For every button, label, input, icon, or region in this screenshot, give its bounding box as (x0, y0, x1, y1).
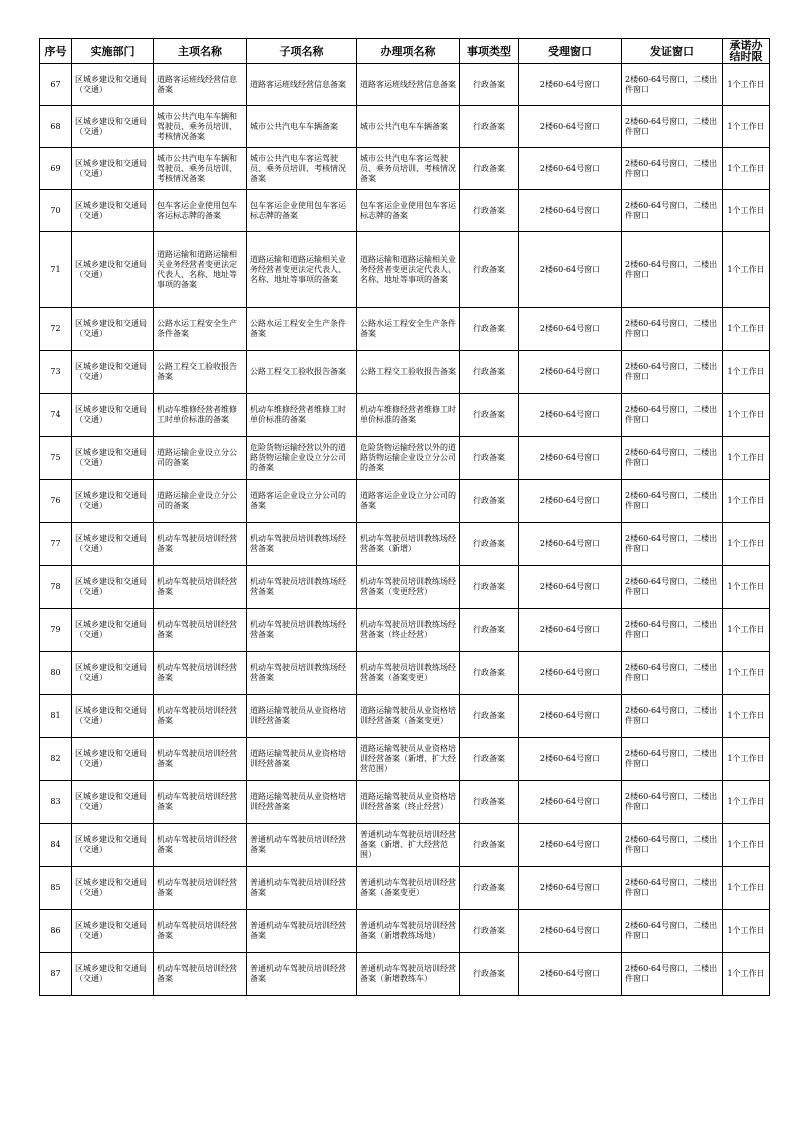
table-row (40, 652, 770, 695)
cell-main-item: 城市公共汽电车车辆和驾驶员、乘务员培训、考核情况备案 (154, 148, 247, 190)
cell-sub-item: 道路客运班线经营信息备案 (247, 64, 357, 106)
cell-handling-item: 机动车驾驶员培训教练场经营备案（备案变更） (357, 652, 460, 695)
cell-main-item: 公路工程交工验收报告备案 (154, 351, 247, 394)
cell-accept-window: 2楼60-64号窗口 (519, 867, 622, 910)
cell-sub-item: 机动车驾驶员培训教练场经营备案 (247, 652, 357, 695)
cell-department: 区城乡建设和交通局（交通） (72, 148, 154, 190)
cell-matter-type: 行政备案 (460, 308, 519, 351)
cell-index: 80 (40, 652, 72, 695)
table-row (40, 437, 770, 480)
cell-handling-item: 城市公共汽电车客运驾驶员、乘务员培训、考核情况备案 (357, 148, 460, 190)
header-sub-item: 子项名称 (247, 39, 357, 64)
cell-sub-item: 危险货物运输经营以外的道路货物运输企业设立分公司的备案 (247, 437, 357, 480)
cell-handling-item: 城市公共汽电车车辆备案 (357, 106, 460, 148)
cell-main-item: 道路运输企业设立分公司的备案 (154, 437, 247, 480)
cell-sub-item: 道路运输驾驶员从业资格培训经营备案 (247, 781, 357, 824)
cell-department: 区城乡建设和交通局（交通） (72, 308, 154, 351)
cell-department: 区城乡建设和交通局（交通） (72, 394, 154, 437)
cell-sub-item: 道路运输和道路运输相关业务经营者变更法定代表人、名称、地址等事项的备案 (247, 232, 357, 308)
cell-main-item: 道路运输和道路运输相关业务经营者变更法定代表人、名称、地址等事项的备案 (154, 232, 247, 308)
cell-main-item: 机动车驾驶员培训经营备案 (154, 695, 247, 738)
cell-accept-window: 2楼60-64号窗口 (519, 190, 622, 232)
table-row (40, 523, 770, 566)
cell-time-limit: 1个工作日 (723, 232, 770, 308)
cell-sub-item: 城市公共汽电车客运驾驶员、乘务员培训、考核情况备案 (247, 148, 357, 190)
cell-time-limit: 1个工作日 (723, 308, 770, 351)
cell-issue-window: 2楼60-64号窗口，二楼出件窗口 (622, 781, 723, 824)
cell-index: 68 (40, 106, 72, 148)
cell-matter-type: 行政备案 (460, 738, 519, 781)
cell-issue-window: 2楼60-64号窗口，二楼出件窗口 (622, 190, 723, 232)
cell-index: 76 (40, 480, 72, 523)
cell-accept-window: 2楼60-64号窗口 (519, 566, 622, 609)
cell-time-limit: 1个工作日 (723, 738, 770, 781)
cell-issue-window: 2楼60-64号窗口，二楼出件窗口 (622, 523, 723, 566)
cell-time-limit: 1个工作日 (723, 480, 770, 523)
cell-issue-window: 2楼60-64号窗口，二楼出件窗口 (622, 566, 723, 609)
cell-department: 区城乡建设和交通局（交通） (72, 523, 154, 566)
cell-department: 区城乡建设和交通局（交通） (72, 566, 154, 609)
header-time-limit: 承诺办结时限 (723, 39, 770, 64)
cell-issue-window: 2楼60-64号窗口，二楼出件窗口 (622, 308, 723, 351)
cell-matter-type: 行政备案 (460, 695, 519, 738)
cell-accept-window: 2楼60-64号窗口 (519, 953, 622, 996)
cell-handling-item: 道路运输驾驶员从业资格培训经营备案（终止经营） (357, 781, 460, 824)
table-row (40, 566, 770, 609)
table-row (40, 480, 770, 523)
cell-time-limit: 1个工作日 (723, 824, 770, 867)
cell-index: 77 (40, 523, 72, 566)
table-row (40, 824, 770, 867)
cell-index: 83 (40, 781, 72, 824)
cell-sub-item: 包车客运企业使用包车客运标志牌的备案 (247, 190, 357, 232)
table-row (40, 953, 770, 996)
cell-main-item: 机动车驾驶员培训经营备案 (154, 652, 247, 695)
cell-department: 区城乡建设和交通局（交通） (72, 351, 154, 394)
cell-handling-item: 包车客运企业使用包车客运标志牌的备案 (357, 190, 460, 232)
cell-matter-type: 行政备案 (460, 351, 519, 394)
cell-accept-window: 2楼60-64号窗口 (519, 308, 622, 351)
cell-issue-window: 2楼60-64号窗口，二楼出件窗口 (622, 106, 723, 148)
cell-handling-item: 公路工程交工验收报告备案 (357, 351, 460, 394)
cell-department: 区城乡建设和交通局（交通） (72, 738, 154, 781)
cell-sub-item: 普通机动车驾驶员培训经营备案 (247, 953, 357, 996)
cell-matter-type: 行政备案 (460, 148, 519, 190)
cell-matter-type: 行政备案 (460, 910, 519, 953)
cell-main-item: 机动车驾驶员培训经营备案 (154, 781, 247, 824)
cell-accept-window: 2楼60-64号窗口 (519, 232, 622, 308)
cell-accept-window: 2楼60-64号窗口 (519, 437, 622, 480)
cell-time-limit: 1个工作日 (723, 910, 770, 953)
cell-main-item: 机动车驾驶员培训经营备案 (154, 953, 247, 996)
cell-time-limit: 1个工作日 (723, 652, 770, 695)
cell-accept-window: 2楼60-64号窗口 (519, 781, 622, 824)
cell-issue-window: 2楼60-64号窗口，二楼出件窗口 (622, 232, 723, 308)
header-handling-item: 办理项名称 (357, 39, 460, 64)
table-row (40, 910, 770, 953)
header-row (40, 39, 770, 64)
cell-time-limit: 1个工作日 (723, 566, 770, 609)
cell-issue-window: 2楼60-64号窗口，二楼出件窗口 (622, 148, 723, 190)
cell-department: 区城乡建设和交通局（交通） (72, 480, 154, 523)
cell-handling-item: 公路水运工程安全生产条件备案 (357, 308, 460, 351)
cell-index: 69 (40, 148, 72, 190)
cell-handling-item: 危险货物运输经营以外的道路货物运输企业设立分公司的备案 (357, 437, 460, 480)
cell-index: 87 (40, 953, 72, 996)
cell-accept-window: 2楼60-64号窗口 (519, 148, 622, 190)
cell-department: 区城乡建设和交通局（交通） (72, 781, 154, 824)
cell-main-item: 道路客运班线经营信息备案 (154, 64, 247, 106)
table-row (40, 351, 770, 394)
table-row (40, 232, 770, 308)
cell-handling-item: 机动车维修经营者维修工时单价标准的备案 (357, 394, 460, 437)
cell-department: 区城乡建设和交通局（交通） (72, 824, 154, 867)
header-department: 实施部门 (72, 39, 154, 64)
cell-handling-item: 道路运输和道路运输相关业务经营者变更法定代表人、名称、地址等事项的备案 (357, 232, 460, 308)
cell-handling-item: 道路客运班线经营信息备案 (357, 64, 460, 106)
cell-accept-window: 2楼60-64号窗口 (519, 738, 622, 781)
cell-handling-item: 道路运输驾驶员从业资格培训经营备案（备案变更） (357, 695, 460, 738)
table-row (40, 781, 770, 824)
table-row (40, 148, 770, 190)
cell-handling-item: 普通机动车驾驶员培训经营备案（新增教练车） (357, 953, 460, 996)
cell-time-limit: 1个工作日 (723, 394, 770, 437)
cell-matter-type: 行政备案 (460, 781, 519, 824)
cell-department: 区城乡建设和交通局（交通） (72, 106, 154, 148)
table-row (40, 394, 770, 437)
cell-sub-item: 公路水运工程安全生产条件备案 (247, 308, 357, 351)
cell-index: 73 (40, 351, 72, 394)
header-accept-window: 受理窗口 (519, 39, 622, 64)
header-issue-window: 发证窗口 (622, 39, 723, 64)
cell-department: 区城乡建设和交通局（交通） (72, 190, 154, 232)
cell-main-item: 机动车驾驶员培训经营备案 (154, 609, 247, 652)
cell-time-limit: 1个工作日 (723, 867, 770, 910)
table-row (40, 106, 770, 148)
cell-index: 75 (40, 437, 72, 480)
cell-matter-type: 行政备案 (460, 867, 519, 910)
cell-handling-item: 道路运输驾驶员从业资格培训经营备案（新增、扩大经营范围） (357, 738, 460, 781)
table-row (40, 64, 770, 106)
cell-department: 区城乡建设和交通局（交通） (72, 64, 154, 106)
cell-department: 区城乡建设和交通局（交通） (72, 232, 154, 308)
cell-issue-window: 2楼60-64号窗口，二楼出件窗口 (622, 824, 723, 867)
cell-issue-window: 2楼60-64号窗口，二楼出件窗口 (622, 738, 723, 781)
cell-sub-item: 机动车驾驶员培训教练场经营备案 (247, 566, 357, 609)
cell-sub-item: 道路客运企业设立分公司的备案 (247, 480, 357, 523)
cell-time-limit: 1个工作日 (723, 148, 770, 190)
cell-handling-item: 机动车驾驶员培训教练场经营备案（新增） (357, 523, 460, 566)
cell-index: 84 (40, 824, 72, 867)
cell-accept-window: 2楼60-64号窗口 (519, 106, 622, 148)
cell-index: 72 (40, 308, 72, 351)
table-row (40, 695, 770, 738)
cell-sub-item: 道路运输驾驶员从业资格培训经营备案 (247, 738, 357, 781)
cell-sub-item: 机动车驾驶员培训教练场经营备案 (247, 609, 357, 652)
cell-main-item: 机动车驾驶员培训经营备案 (154, 867, 247, 910)
cell-sub-item: 普通机动车驾驶员培训经营备案 (247, 824, 357, 867)
cell-handling-item: 普通机动车驾驶员培训经营备案（备案变更） (357, 867, 460, 910)
cell-matter-type: 行政备案 (460, 106, 519, 148)
cell-issue-window: 2楼60-64号窗口，二楼出件窗口 (622, 480, 723, 523)
cell-index: 78 (40, 566, 72, 609)
cell-matter-type: 行政备案 (460, 652, 519, 695)
cell-accept-window: 2楼60-64号窗口 (519, 652, 622, 695)
cell-main-item: 城市公共汽电车车辆和驾驶员、乘务员培训、考核情况备案 (154, 106, 247, 148)
cell-main-item: 机动车驾驶员培训经营备案 (154, 523, 247, 566)
cell-time-limit: 1个工作日 (723, 351, 770, 394)
cell-time-limit: 1个工作日 (723, 190, 770, 232)
matters-table (39, 38, 770, 996)
cell-index: 81 (40, 695, 72, 738)
cell-issue-window: 2楼60-64号窗口，二楼出件窗口 (622, 695, 723, 738)
cell-index: 74 (40, 394, 72, 437)
cell-accept-window: 2楼60-64号窗口 (519, 64, 622, 106)
cell-accept-window: 2楼60-64号窗口 (519, 351, 622, 394)
table-row (40, 190, 770, 232)
cell-index: 82 (40, 738, 72, 781)
cell-issue-window: 2楼60-64号窗口，二楼出件窗口 (622, 867, 723, 910)
cell-time-limit: 1个工作日 (723, 695, 770, 738)
cell-accept-window: 2楼60-64号窗口 (519, 824, 622, 867)
cell-main-item: 机动车维修经营者维修工时单价标准的备案 (154, 394, 247, 437)
cell-matter-type: 行政备案 (460, 824, 519, 867)
cell-sub-item: 道路运输驾驶员从业资格培训经营备案 (247, 695, 357, 738)
cell-matter-type: 行政备案 (460, 232, 519, 308)
cell-main-item: 公路水运工程安全生产条件备案 (154, 308, 247, 351)
cell-accept-window: 2楼60-64号窗口 (519, 523, 622, 566)
cell-handling-item: 普通机动车驾驶员培训经营备案（新增、扩大经营范围） (357, 824, 460, 867)
cell-issue-window: 2楼60-64号窗口，二楼出件窗口 (622, 64, 723, 106)
cell-issue-window: 2楼60-64号窗口，二楼出件窗口 (622, 351, 723, 394)
cell-issue-window: 2楼60-64号窗口，二楼出件窗口 (622, 910, 723, 953)
cell-handling-item: 普通机动车驾驶员培训经营备案（新增教练场地） (357, 910, 460, 953)
cell-matter-type: 行政备案 (460, 437, 519, 480)
cell-matter-type: 行政备案 (460, 523, 519, 566)
cell-main-item: 机动车驾驶员培训经营备案 (154, 738, 247, 781)
cell-time-limit: 1个工作日 (723, 437, 770, 480)
cell-sub-item: 公路工程交工验收报告备案 (247, 351, 357, 394)
header-matter-type: 事项类型 (460, 39, 519, 64)
cell-time-limit: 1个工作日 (723, 781, 770, 824)
cell-department: 区城乡建设和交通局（交通） (72, 695, 154, 738)
cell-main-item: 机动车驾驶员培训经营备案 (154, 566, 247, 609)
cell-issue-window: 2楼60-64号窗口，二楼出件窗口 (622, 437, 723, 480)
cell-sub-item: 普通机动车驾驶员培训经营备案 (247, 910, 357, 953)
cell-index: 79 (40, 609, 72, 652)
table-row (40, 609, 770, 652)
cell-main-item: 机动车驾驶员培训经营备案 (154, 910, 247, 953)
cell-accept-window: 2楼60-64号窗口 (519, 480, 622, 523)
cell-department: 区城乡建设和交通局（交通） (72, 867, 154, 910)
cell-main-item: 道路运输企业设立分公司的备案 (154, 480, 247, 523)
header-index: 序号 (40, 39, 72, 64)
cell-sub-item: 机动车驾驶员培训教练场经营备案 (247, 523, 357, 566)
cell-sub-item: 城市公共汽电车车辆备案 (247, 106, 357, 148)
cell-department: 区城乡建设和交通局（交通） (72, 953, 154, 996)
cell-issue-window: 2楼60-64号窗口，二楼出件窗口 (622, 652, 723, 695)
cell-issue-window: 2楼60-64号窗口，二楼出件窗口 (622, 953, 723, 996)
cell-handling-item: 道路客运企业设立分公司的备案 (357, 480, 460, 523)
cell-matter-type: 行政备案 (460, 64, 519, 106)
cell-index: 85 (40, 867, 72, 910)
cell-department: 区城乡建设和交通局（交通） (72, 609, 154, 652)
header-main-item: 主项名称 (154, 39, 247, 64)
cell-index: 71 (40, 232, 72, 308)
cell-handling-item: 机动车驾驶员培训教练场经营备案（变更经营） (357, 566, 460, 609)
cell-department: 区城乡建设和交通局（交通） (72, 652, 154, 695)
cell-matter-type: 行政备案 (460, 480, 519, 523)
table-row (40, 738, 770, 781)
cell-accept-window: 2楼60-64号窗口 (519, 695, 622, 738)
cell-matter-type: 行政备案 (460, 190, 519, 232)
cell-department: 区城乡建设和交通局（交通） (72, 910, 154, 953)
cell-matter-type: 行政备案 (460, 566, 519, 609)
cell-sub-item: 普通机动车驾驶员培训经营备案 (247, 867, 357, 910)
table-row (40, 867, 770, 910)
cell-handling-item: 机动车驾驶员培训教练场经营备案（终止经营） (357, 609, 460, 652)
cell-department: 区城乡建设和交通局（交通） (72, 437, 154, 480)
cell-accept-window: 2楼60-64号窗口 (519, 609, 622, 652)
cell-time-limit: 1个工作日 (723, 106, 770, 148)
cell-accept-window: 2楼60-64号窗口 (519, 394, 622, 437)
cell-time-limit: 1个工作日 (723, 523, 770, 566)
cell-time-limit: 1个工作日 (723, 64, 770, 106)
cell-index: 70 (40, 190, 72, 232)
cell-sub-item: 机动车维修经营者维修工时单价标准的备案 (247, 394, 357, 437)
cell-index: 86 (40, 910, 72, 953)
cell-index: 67 (40, 64, 72, 106)
cell-matter-type: 行政备案 (460, 394, 519, 437)
cell-accept-window: 2楼60-64号窗口 (519, 910, 622, 953)
cell-issue-window: 2楼60-64号窗口，二楼出件窗口 (622, 394, 723, 437)
cell-matter-type: 行政备案 (460, 609, 519, 652)
cell-issue-window: 2楼60-64号窗口，二楼出件窗口 (622, 609, 723, 652)
cell-matter-type: 行政备案 (460, 953, 519, 996)
cell-time-limit: 1个工作日 (723, 953, 770, 996)
cell-time-limit: 1个工作日 (723, 609, 770, 652)
cell-main-item: 包车客运企业使用包车客运标志牌的备案 (154, 190, 247, 232)
cell-main-item: 机动车驾驶员培训经营备案 (154, 824, 247, 867)
table-row (40, 308, 770, 351)
table-body (40, 64, 770, 996)
